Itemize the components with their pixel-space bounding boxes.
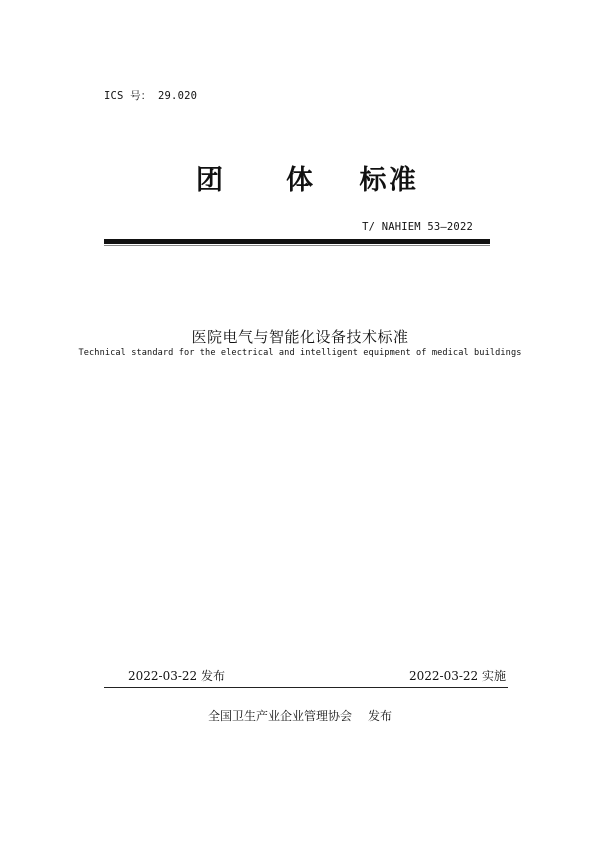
ics-number: ICS 号： 29.020: [104, 90, 198, 102]
publisher-action: 发布: [368, 709, 393, 723]
doc-type-char-3: 标: [359, 165, 387, 196]
doc-type-char-1: 团: [196, 165, 223, 196]
standard-number: T/ NAHIEM 53—2022: [362, 221, 473, 233]
publisher-name: 全国卫生产业企业管理协会: [207, 709, 352, 723]
footer-rule: [104, 687, 508, 688]
header-rule-thin: [104, 245, 490, 246]
title-chinese: 医院电气与智能化设备技术标准: [191, 328, 409, 346]
doc-type-rest: [286, 163, 416, 199]
implementation-date: 2022-03-22 实施: [408, 669, 506, 683]
issue-date: 2022-03-22 发布: [128, 669, 226, 683]
doc-type-char-2: 体: [286, 165, 313, 196]
doc-type-char-4: 准: [389, 165, 416, 196]
document-type-heading: [196, 163, 416, 199]
publisher-line: [0, 707, 600, 724]
title-english: Technical standard for the electrical and intelligent equipment of medical buildings: [78, 348, 522, 358]
header-rule-thick: [104, 239, 490, 244]
